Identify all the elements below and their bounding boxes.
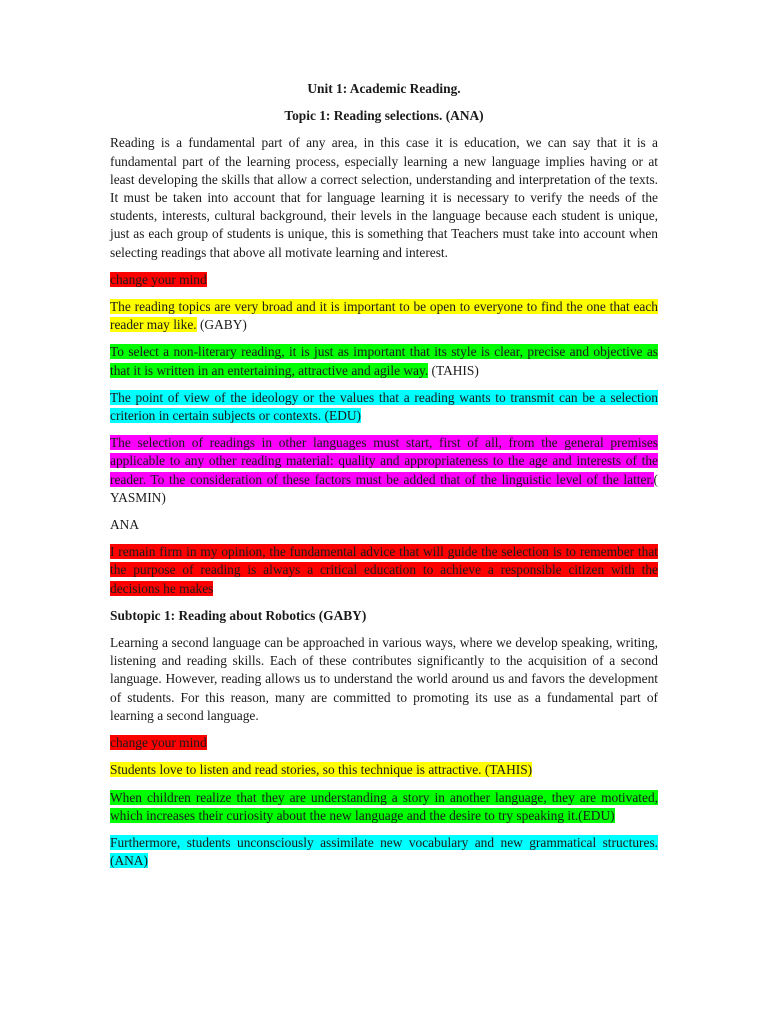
- change-mind-note-2: [110, 734, 658, 752]
- yasmin-tag: ( YASMIN): [110, 471, 658, 505]
- yellow-highlight: The reading topics are very broad and it is important to be open to everyone to find the one that each reader may like.: [110, 299, 658, 333]
- yasmin-paragraph: [110, 434, 658, 507]
- green-highlight: When children realize that they are understanding a story in another language, they are motivated, which increases their curiosity about the new language and the desire to try speaking it.(EDU): [110, 789, 658, 823]
- unit-title: Unit 1: Academic Reading.: [307, 81, 461, 96]
- ana-2-paragraph: [110, 834, 658, 870]
- document-body: [110, 80, 658, 879]
- cyan-highlight: The point of view of the ideology or the values that a reading wants to transmit can be a selection criterion in certain subjects or contexts. (EDU): [110, 389, 658, 424]
- ana-paragraph: [110, 543, 658, 598]
- edu-paragraph: [110, 389, 658, 425]
- ana-label: ANA: [110, 517, 140, 533]
- topic-title: Topic 1: Reading selections. (ANA): [284, 108, 484, 124]
- red-highlight: change your mind: [110, 271, 207, 287]
- tahis-paragraph: [110, 343, 658, 379]
- red-highlight: change your mind: [110, 735, 207, 751]
- yellow-highlight: Students love to listen and read stories, so this technique is attractive. (TAHIS): [110, 762, 533, 778]
- red-highlight: I remain firm in my opinion, the fundamental advice that will guide the selection is to remember that the purpose of reading is always a critical education to achieve a responsible citizen with the decisions he makes: [110, 544, 658, 596]
- cyan-highlight: Furthermore, students unconsciously assimilate new vocabulary and new grammatical structures. (ANA): [110, 834, 658, 869]
- change-mind-note-1: [110, 271, 658, 289]
- edu-2-paragraph: [110, 789, 658, 825]
- intro-paragraph: Reading is a fundamental part of any area, in this case it is education, we can say that it is a fundamental part of the learning process, especially learning a new language implies having or at least developing the skills that allow a correct selection, understanding and interpretation of the texts. It must be taken into account that for language learning it is necessary to verify the needs of the students, interests, cultural background, their levels in the language because each student is unique, just as each group of students is unique, this is something that Teachers must take into account when selecting readings that above all motivate learning and interest.: [110, 135, 658, 260]
- green-highlight: To select a non-literary reading, it is just as important that its style is clear, precise and objective as that it is written in an entertaining, attractive and agile way.: [110, 344, 658, 378]
- tahis-tag: (TAHIS): [428, 362, 479, 378]
- tahis-2-paragraph: [110, 761, 658, 779]
- magenta-highlight: The selection of readings in other languages must start, first of all, from the general premises applicable to any other reading material: quality and appropriateness to the age and interests of the reader. To the consideration of these factors must be added that of the linguistic level of the latter.: [110, 435, 658, 487]
- subtopic-title: Subtopic 1: Reading about Robotics (GABY): [110, 607, 367, 623]
- subtopic-paragraph: Learning a second language can be approached in various ways, where we develop speaking, writing, listening and reading skills. Each of these contributes significantly to the acquisition of a second language. However, reading allows us to understand the world around us and favors the development of students. For this reason, many are committed to promoting its use as a fundamental part of learning a second language.: [110, 635, 658, 723]
- gaby-paragraph: [110, 298, 658, 334]
- gaby-tag: (GABY): [196, 317, 247, 333]
